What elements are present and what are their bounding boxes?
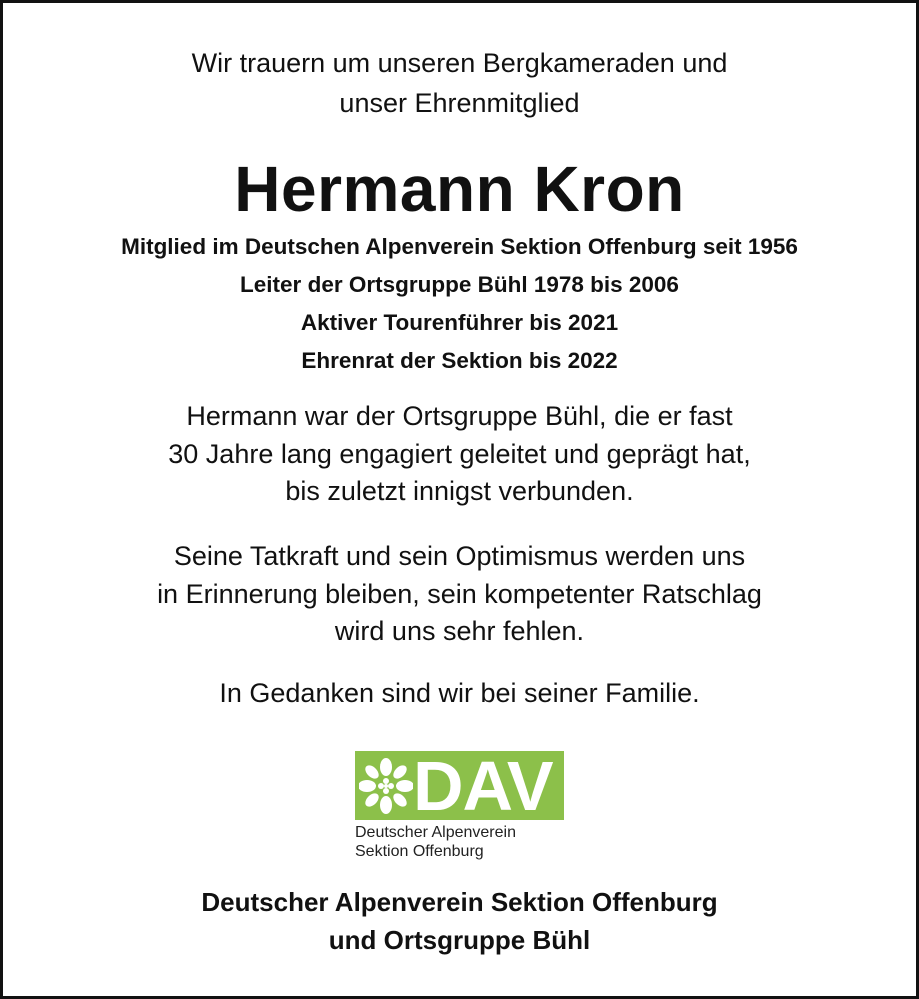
logo-badge (355, 751, 564, 820)
edelweiss-icon (359, 758, 413, 814)
role-line: Leiter der Ortsgruppe Bühl 1978 bis 2006 (240, 272, 679, 297)
obituary-notice (3, 3, 916, 996)
roles-list (3, 228, 916, 380)
intro-line: unser Ehrenmitglied (339, 88, 580, 118)
paragraph-line: Hermann war der Ortsgruppe Bühl, die er fast (186, 401, 733, 431)
paragraph-line: 30 Jahre lang engagiert geleitet und geprägt hat, (168, 438, 751, 469)
paragraph-line: wird uns sehr fehlen. (334, 616, 585, 646)
role-line: Ehrenrat der Sektion bis 2022 (301, 348, 618, 373)
tribute-paragraph-2 (3, 538, 916, 651)
logo-wordmark: DAV (413, 751, 553, 820)
paragraph-line: bis zuletzt innigst verbunden. (285, 476, 634, 506)
signature-block (3, 883, 916, 959)
role-line: Aktiver Tourenführer bis 2021 (300, 310, 619, 335)
logo-subtitle (355, 823, 571, 861)
dav-logo (355, 751, 571, 861)
signature-line: Deutscher Alpenverein Sektion Offenburg (201, 887, 718, 917)
signature-line: und Ortsgruppe Bühl (328, 925, 591, 955)
intro-line: Wir trauern um unseren Bergkameraden und (191, 48, 728, 78)
paragraph-line: in Erinnerung bleiben, sein kompetenter Ratschlag (157, 578, 762, 609)
intro-text (3, 43, 916, 123)
role-line: Mitglied im Deutschen Alpenverein Sektion Offenburg seit 1956 (121, 234, 798, 259)
logo-subtitle-line: Deutscher Alpenverein (355, 824, 516, 841)
deceased-name: Hermann Kron (234, 153, 685, 225)
paragraph-line: In Gedanken sind wir bei seiner Familie. (219, 678, 700, 708)
tribute-paragraph-3 (3, 675, 916, 713)
tribute-paragraph-1 (3, 398, 916, 511)
logo-subtitle-line: Sektion Offenburg (355, 843, 484, 860)
paragraph-line: Seine Tatkraft und sein Optimismus werden uns (173, 541, 746, 571)
